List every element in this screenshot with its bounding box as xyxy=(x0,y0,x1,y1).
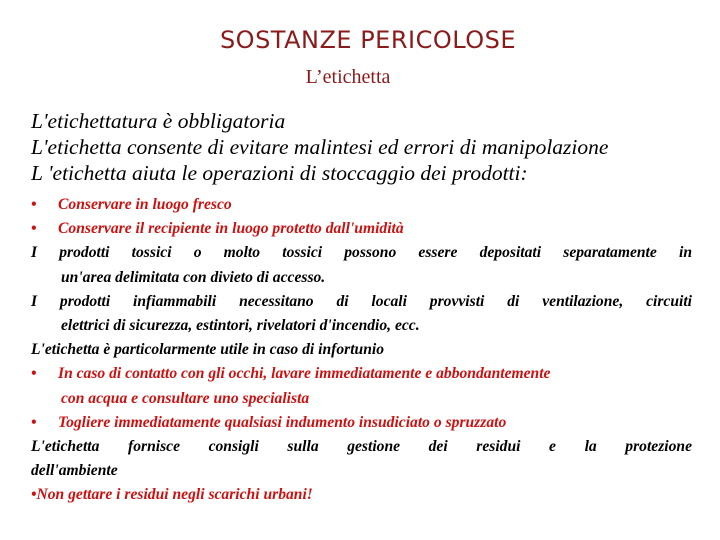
clothes-line: Togliere immediatamente qualsiasi indumento insudiciato o spruzzato xyxy=(58,413,507,431)
bullet-mark: • xyxy=(31,220,37,238)
storage-bullet-2-text: Conservare il recipiente in luogo protetto dall'umidità xyxy=(58,220,404,238)
toxic-line-1: I prodotti tossici o molto tossici possono essere depositati separatamente in xyxy=(31,244,692,262)
storage-bullet-1 xyxy=(31,193,692,217)
page-subtitle: L’etichetta xyxy=(305,66,391,88)
bullet-mark: • xyxy=(31,413,37,431)
body-block xyxy=(31,193,692,508)
intro-line-storage: L 'etichetta aiuta le operazioni di stoccaggio dei prodotti: xyxy=(31,161,528,185)
waste-line-1: L'etichetta fornisce consigli sulla gestione dei residui e la protezione xyxy=(31,438,692,456)
accident-line: L'etichetta è particolarmente utile in caso di infortunio xyxy=(31,341,385,359)
sewer-bullet xyxy=(31,483,692,507)
waste-line-2: dell'ambiente xyxy=(31,462,118,480)
bullet-mark: • xyxy=(31,196,37,213)
bullet-mark: • xyxy=(31,365,37,383)
bullet-mark: • xyxy=(31,486,37,504)
intro-block xyxy=(31,108,701,186)
storage-bullet-2 xyxy=(31,217,692,241)
flammable-line-1: I prodotti infiammabili necessitano di locali provvisti di ventilazione, circuiti xyxy=(31,292,692,310)
intro-line-mandatory: L'etichettatura è obbligatoria xyxy=(31,109,286,133)
eyes-line-1: In caso di contatto con gli occhi, lavare immediatamente e abbondantemente xyxy=(58,365,551,383)
toxic-line-2: un'area delimitata con divieto di accesso. xyxy=(61,268,326,286)
storage-bullet-1-text: Conservare in luogo fresco xyxy=(58,196,232,213)
sewer-line: Non gettare i residui negli scarichi urbani! xyxy=(36,486,313,504)
flammable-line-2: elettrici di sicurezza, estintori, rivelatori d'incendio, ecc. xyxy=(61,317,420,335)
eyes-line-2: con acqua e consultare uno specialista xyxy=(61,389,310,407)
eyes-bullet xyxy=(31,362,692,386)
clothes-bullet xyxy=(31,411,692,435)
intro-line-avoid-errors: L'etichetta consente di evitare malintesi ed errori di manipolazione xyxy=(31,135,609,159)
page-title: SOSTANZE PERICOLOSE xyxy=(219,26,517,54)
